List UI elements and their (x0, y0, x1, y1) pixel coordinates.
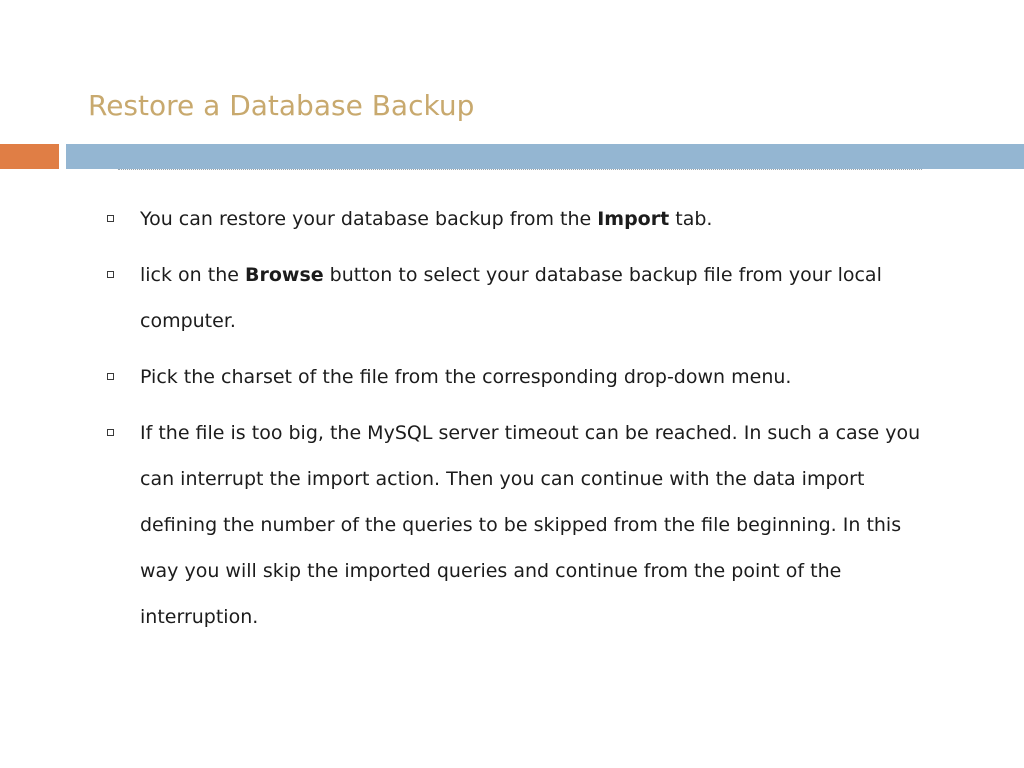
bullet-list (103, 196, 933, 650)
bullet-bold-text: Browse (244, 264, 324, 286)
bullet-text: button to select your database backup file from your local computer. (140, 264, 882, 332)
orange-accent-bar (0, 144, 59, 169)
square-bullet-icon (107, 215, 114, 222)
square-bullet-icon (107, 373, 114, 380)
bullet-item-timeout (103, 410, 933, 640)
bullet-text: You can restore your database backup from the (140, 208, 598, 230)
bullet-item-import (103, 196, 933, 242)
bullet-bold-text: Import (597, 208, 670, 230)
bullet-text: If the file is too big, the MySQL server timeout can be reached. In such a case you can interrupt the import action. Then you can continue with the data import defining the number of the queries to be skipped from the file beginning. In this way you will skip the imported queries and continue from the point of the interruption. (140, 422, 921, 628)
square-bullet-icon (107, 429, 114, 436)
bullet-text: tab. (669, 208, 713, 230)
bullet-text: lick on the (140, 264, 245, 286)
bullet-item-charset (103, 354, 933, 400)
square-bullet-icon (107, 271, 114, 278)
slide-title: Restore a Database Backup (88, 89, 475, 122)
dotted-divider (118, 169, 922, 170)
bullet-item-browse (103, 252, 933, 344)
blue-header-bar (66, 144, 1024, 169)
bullet-text: Pick the charset of the file from the corresponding drop-down menu. (140, 366, 792, 388)
